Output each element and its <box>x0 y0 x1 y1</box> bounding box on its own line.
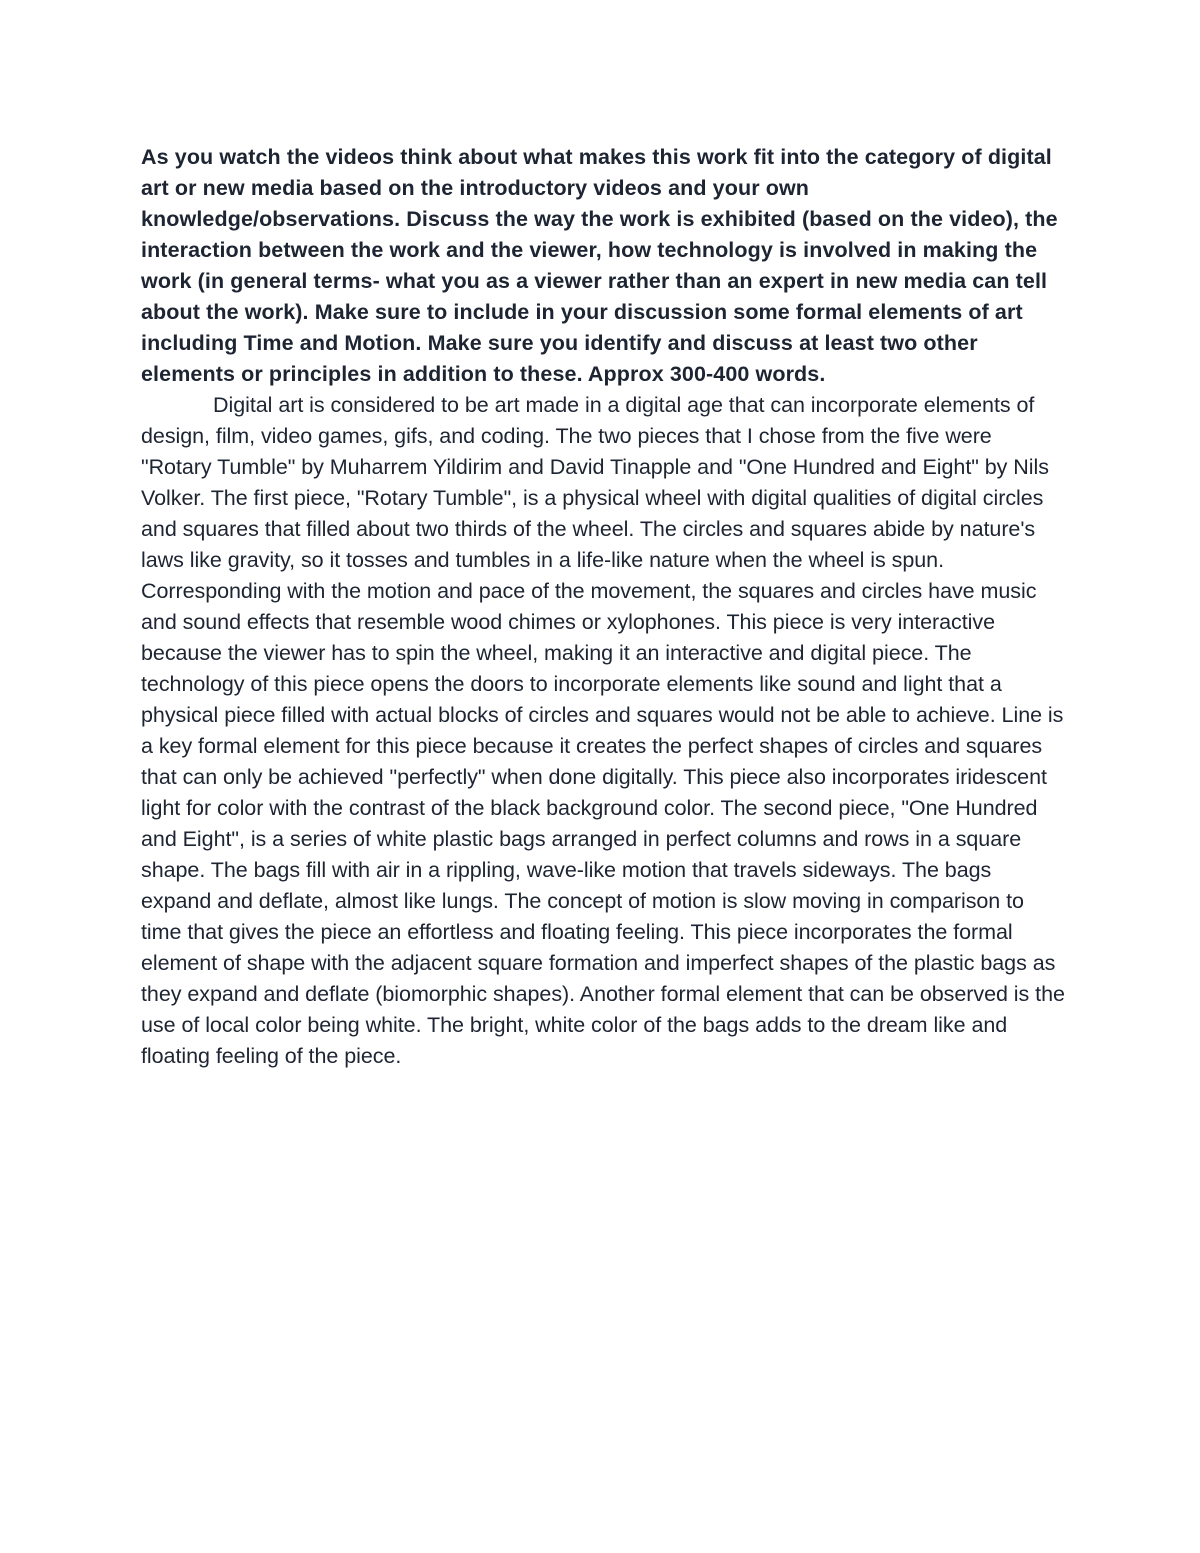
assignment-prompt: As you watch the videos think about what makes this work fit into the category of digital art or new media based on the introductory videos and your own knowledge/observations. Discuss the way the work is exhibited (based on the video), the interaction between the work and the viewer, how technology is involved in making the work (in general terms- what you as a viewer rather than an expert in new media can tell about the work). Make sure to include in your discussion some formal elements of art including Time and Motion. Make sure you identify and discuss at least two other elements or principles in addition to these. Approx 300-400 words. <box>141 145 1058 386</box>
essay-response: Digital art is considered to be art made in a digital age that can incorporate elements of design, film, video games, gifs, and coding. The two pieces that I chose from the five were "Rotary Tumble" by Muharrem Yildirim and David Tinapple and "One Hundred and Eight" by Nils Volker. The first piece, "Rotary Tumble", is a physical wheel with digital qualities of digital circles and squares that filled about two thirds of the wheel. The circles and squares abide by nature's laws like gravity, so it tosses and tumbles in a life-like nature when the wheel is spun. Corresponding with the motion and pace of the movement, the squares and circles have music and sound effects that resemble wood chimes or xylophones. This piece is very interactive because the viewer has to spin the wheel, making it an interactive and digital piece. The technology of this piece opens the doors to incorporate elements like sound and light that a physical piece filled with actual blocks of circles and squares would not be able to achieve. Line is a key formal element for this piece because it creates the perfect shapes of circles and squares that can only be achieved "perfectly" when done digitally. This piece also incorporates iridescent light for color with the contrast of the black background color. The second piece, "One Hundred and Eight", is a series of white plastic bags arranged in perfect columns and rows in a square shape. The bags fill with air in a rippling, wave-like motion that travels sideways. The bags expand and deflate, almost like lungs. The concept of motion is slow moving in comparison to time that gives the piece an effortless and floating feeling. This piece incorporates the formal element of shape with the adjacent square formation and imperfect shapes of the plastic bags as they expand and deflate (biomorphic shapes). Another formal element that can be observed is the use of local color being white. The bright, white color of the bags adds to the dream like and floating feeling of the piece. <box>141 393 1065 1068</box>
document-body <box>141 142 1066 1072</box>
